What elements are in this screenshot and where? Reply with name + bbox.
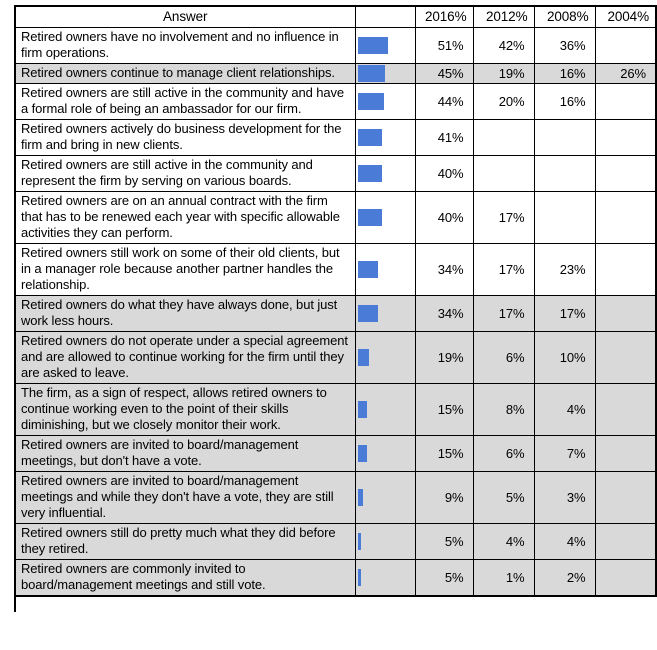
value-cell [534,191,595,243]
value-cell [473,119,534,155]
value-cell: 26% [595,63,656,83]
value-cell [595,383,656,435]
table-row [15,191,656,243]
table-row [15,383,656,435]
percent-bar [358,489,363,506]
table-row [15,523,656,559]
bar-cell [355,383,415,435]
value-cell: 5% [473,471,534,523]
value-cell [473,155,534,191]
value-cell [595,191,656,243]
bar-cell [355,27,415,63]
value-cell [595,27,656,63]
header-row [15,6,656,27]
table-row [15,155,656,191]
bar-cell [355,243,415,295]
value-cell: 34% [415,295,473,331]
value-cell: 17% [473,295,534,331]
answer-cell: Retired owners are on an annual contract with the firm that has to be renewed each year with specific allowable activities they can perform. [15,191,355,243]
value-cell [595,471,656,523]
value-cell: 15% [415,383,473,435]
value-cell: 20% [473,83,534,119]
value-cell: 6% [473,331,534,383]
value-cell [595,243,656,295]
table-row [15,63,656,83]
value-cell [595,331,656,383]
value-cell [595,559,656,596]
value-cell [595,83,656,119]
value-cell: 4% [534,523,595,559]
column-header-bar [355,6,415,27]
percent-bar [358,65,385,82]
bar-cell [355,523,415,559]
answer-cell: Retired owners are still active in the community and have a formal role of being an ambassador for our firm. [15,83,355,119]
answer-cell: Retired owners continue to manage client relationships. [15,63,355,83]
answer-cell: Retired owners still do pretty much what they did before they retired. [15,523,355,559]
value-cell: 17% [534,295,595,331]
percent-bar [358,569,361,586]
answer-cell: Retired owners are commonly invited to board/management meetings and still vote. [15,559,355,596]
value-cell: 36% [534,27,595,63]
value-cell [595,523,656,559]
table-row [15,471,656,523]
survey-table-body [15,27,656,596]
value-cell: 23% [534,243,595,295]
value-cell: 44% [415,83,473,119]
value-cell [595,119,656,155]
answer-cell: The firm, as a sign of respect, allows retired owners to continue working even to the point of their skills diminishing, but we closely monitor their work. [15,383,355,435]
value-cell [595,435,656,471]
bar-cell [355,155,415,191]
table-row [15,295,656,331]
percent-bar [358,349,369,366]
table-row [15,331,656,383]
table-row [15,243,656,295]
value-cell: 40% [415,155,473,191]
table-row [15,435,656,471]
value-cell: 51% [415,27,473,63]
value-cell: 19% [473,63,534,83]
value-cell: 2% [534,559,595,596]
value-cell [595,155,656,191]
column-header-2016: 2016% [415,6,473,27]
percent-bar [358,401,367,418]
value-cell: 34% [415,243,473,295]
value-cell [534,119,595,155]
percent-bar [358,305,378,322]
value-cell: 4% [534,383,595,435]
value-cell: 8% [473,383,534,435]
column-header-2008: 2008% [534,6,595,27]
value-cell: 42% [473,27,534,63]
value-cell: 16% [534,83,595,119]
column-header-2004: 2004% [595,6,656,27]
answer-cell: Retired owners actively do business development for the firm and bring in new clients. [15,119,355,155]
value-cell: 7% [534,435,595,471]
percent-bar [358,93,384,110]
table-row [15,83,656,119]
value-cell: 16% [534,63,595,83]
answer-cell: Retired owners have no involvement and no influence in firm operations. [15,27,355,63]
value-cell: 1% [473,559,534,596]
bar-cell [355,471,415,523]
percent-bar [358,445,367,462]
value-cell: 5% [415,523,473,559]
value-cell: 15% [415,435,473,471]
answer-cell: Retired owners do not operate under a special agreement and are allowed to continue working for the firm until they are asked to leave. [15,331,355,383]
answer-cell: Retired owners are still active in the community and represent the firm by serving on various boards. [15,155,355,191]
value-cell: 41% [415,119,473,155]
bar-cell [355,559,415,596]
value-cell: 45% [415,63,473,83]
percent-bar [358,533,361,550]
percent-bar [358,129,383,146]
column-header-2012: 2012% [473,6,534,27]
answer-cell: Retired owners are invited to board/management meetings, but don't have a vote. [15,435,355,471]
bar-cell [355,83,415,119]
percent-bar [358,165,382,182]
value-cell: 6% [473,435,534,471]
value-cell [534,155,595,191]
table-row [15,27,656,63]
percent-bar [358,261,378,278]
value-cell: 3% [534,471,595,523]
bar-cell [355,435,415,471]
column-header-answer: Answer [15,6,355,27]
bar-cell [355,119,415,155]
percent-bar [358,209,382,226]
answer-cell: Retired owners do what they have always done, but just work less hours. [15,295,355,331]
percent-bar [358,37,389,54]
value-cell: 40% [415,191,473,243]
answer-cell: Retired owners are invited to board/management meetings and while they don't have a vote, they are still very influential. [15,471,355,523]
value-cell: 17% [473,243,534,295]
bar-cell [355,331,415,383]
value-cell: 9% [415,471,473,523]
value-cell: 10% [534,331,595,383]
value-cell: 19% [415,331,473,383]
table-row [15,559,656,596]
table-row [15,119,656,155]
bar-cell [355,63,415,83]
survey-results-table [14,5,657,597]
bar-cell [355,191,415,243]
value-cell: 4% [473,523,534,559]
value-cell: 5% [415,559,473,596]
value-cell: 17% [473,191,534,243]
bar-cell [355,295,415,331]
value-cell [595,295,656,331]
answer-cell: Retired owners still work on some of their old clients, but in a manager role because another partner handles the relationship. [15,243,355,295]
next-row-left-border-fragment [14,597,16,612]
